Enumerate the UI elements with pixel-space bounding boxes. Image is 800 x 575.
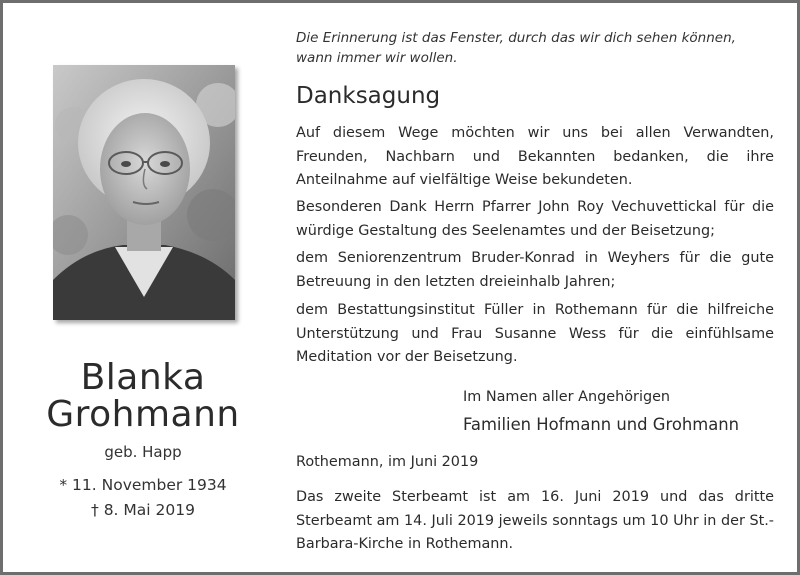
deceased-first-name: Blanka (80, 357, 206, 398)
birth-date: * 11. November 1934 (59, 476, 227, 494)
death-date: † 8. Mai 2019 (91, 501, 195, 519)
maiden-name: geb. Happ (104, 443, 182, 461)
signature-names: Familien Hofmann und Grohmann (463, 415, 740, 434)
page-title: Danksagung (296, 83, 441, 109)
thanks-paragraph: Besonderen Dank Herrn Pfarrer John Roy Vechuvettickal für die würdige Gestaltung des Seelenamtes und der Beisetzung; (296, 199, 774, 239)
portrait-illustration (53, 65, 235, 320)
thanks-paragraph: dem Bestattungsinstitut Füller in Rothemann für die hilfreiche Unterstützung und Frau Susanne Wess für die einfühlsame Meditation vor der Beisetzung. (296, 302, 774, 365)
deceased-last-name: Grohmann (46, 394, 240, 435)
service-notice: Das zweite Sterbeamt ist am 16. Juni 2019 und das dritte Sterbeamt am 14. Juli 2019 jeweils sonntags um 10 Uhr in der St.-Barbara-Kirche in Rothemann. (296, 489, 774, 552)
signature-intro: Im Namen aller Angehörigen (463, 389, 671, 405)
thanks-paragraph: Auf diesem Wege möchten wir uns bei allen Verwandten, Freunden, Nachbarn und Bekannten bedanken, die ihre Anteilnahme auf vielfältige Weise bekundeten. (296, 125, 774, 188)
portrait-photo (53, 65, 235, 320)
memorial-quote: Die Erinnerung ist das Fenster, durch das wir dich sehen können, wann immer wir wollen. (296, 30, 736, 66)
place-date: Rothemann, im Juni 2019 (296, 454, 479, 470)
thanks-paragraph: dem Seniorenzentrum Bruder-Konrad in Weyhers für die gute Betreuung in den letzten dreieinhalb Jahren; (296, 250, 774, 290)
